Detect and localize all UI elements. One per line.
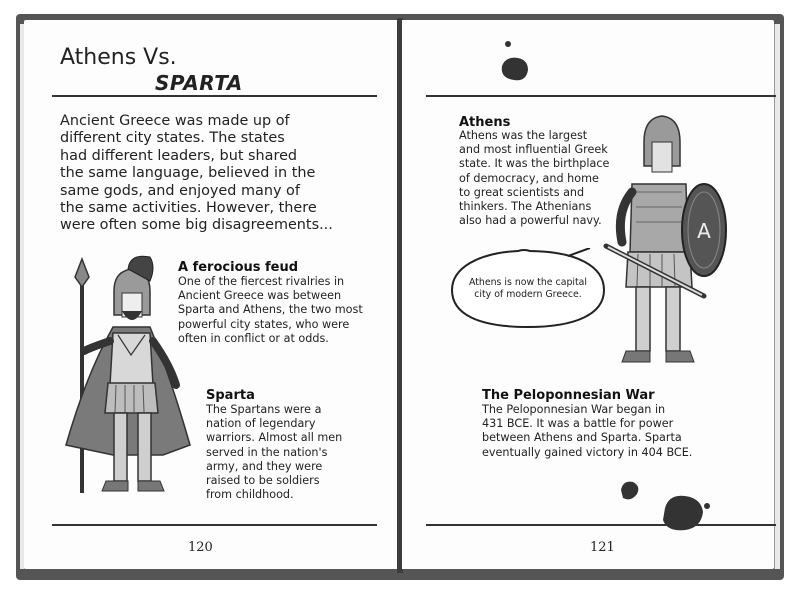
shield-letter: A	[697, 219, 711, 243]
intro-line: different city states. The states	[60, 130, 285, 147]
war-line: The Peloponnesian War began in	[482, 403, 666, 416]
feud-heading: A ferocious feud	[178, 260, 299, 275]
intro-line: Ancient Greece was made up of	[60, 113, 290, 129]
intro-line: same gods, and enjoyed many of	[60, 182, 300, 199]
sparta-line: served in the nation's	[206, 445, 328, 459]
bubble-line: Athens is now the capital	[468, 277, 588, 288]
page-number-right: 121	[590, 540, 615, 555]
title-line-2: SPARTA	[155, 71, 243, 95]
athens-heading: Athens	[459, 115, 511, 130]
intro-line: the same activities. However, there	[60, 200, 317, 217]
sparta-line: nation of legendary	[206, 417, 316, 431]
feud-line: Sparta and Athens, the two most	[178, 303, 363, 317]
athens-line: thinkers. The Athenians	[459, 200, 592, 214]
sparta-line: The Spartans were a	[206, 403, 322, 416]
sparta-text	[206, 403, 376, 502]
spartan-warrior-illustration	[58, 255, 198, 500]
title-rule	[52, 95, 377, 97]
page-number-left: 120	[188, 540, 213, 555]
intro-line: were often some big disagreements...	[60, 217, 333, 234]
sparta-heading: Sparta	[206, 388, 255, 403]
bottom-rule-left	[52, 524, 377, 526]
feud-line: powerful city states, who were	[178, 317, 350, 331]
athens-line: and most influential Greek	[459, 143, 608, 157]
sparta-line: army, and they were	[206, 459, 323, 473]
athenian-warrior-illustration	[600, 112, 730, 374]
intro-paragraph	[60, 113, 380, 235]
athens-line: also had a powerful navy.	[459, 214, 602, 228]
athens-line: to great scientists and	[459, 185, 585, 199]
feud-text	[178, 275, 378, 346]
page-edges-right	[774, 24, 780, 569]
bottom-rule-right	[426, 524, 776, 526]
athens-line: state. It was the birthplace	[459, 157, 610, 171]
athens-line: Athens was the largest	[459, 129, 588, 142]
feud-line: often in conflict or at odds.	[178, 331, 329, 345]
intro-line: the same language, believed in the	[60, 165, 316, 182]
sparta-line: warriors. Almost all men	[206, 431, 343, 445]
feud-line: One of the fiercest rivalries in	[178, 275, 345, 288]
war-line: eventually gained victory in 404 BCE.	[482, 445, 693, 459]
top-rule-right	[426, 95, 776, 97]
sparta-line: from childhood.	[206, 488, 294, 502]
bubble-text	[460, 277, 596, 301]
athens-line: of democracy, and home	[459, 171, 599, 185]
title-line-1: Athens Vs.	[60, 45, 177, 70]
war-line: 431 BCE. It was a battle for power	[482, 417, 674, 431]
ink-splat-top	[496, 38, 536, 88]
war-heading: The Peloponnesian War	[482, 388, 655, 403]
bubble-line: city of modern Greece.	[474, 289, 582, 300]
intro-line: had different leaders, but shared	[60, 147, 298, 164]
ink-splat-bottom	[615, 476, 715, 536]
feud-line: Ancient Greece was between	[178, 289, 342, 303]
sparta-line: raised to be soldiers	[206, 474, 320, 488]
war-line: between Athens and Sparta. Sparta	[482, 431, 682, 445]
war-text	[482, 403, 722, 460]
